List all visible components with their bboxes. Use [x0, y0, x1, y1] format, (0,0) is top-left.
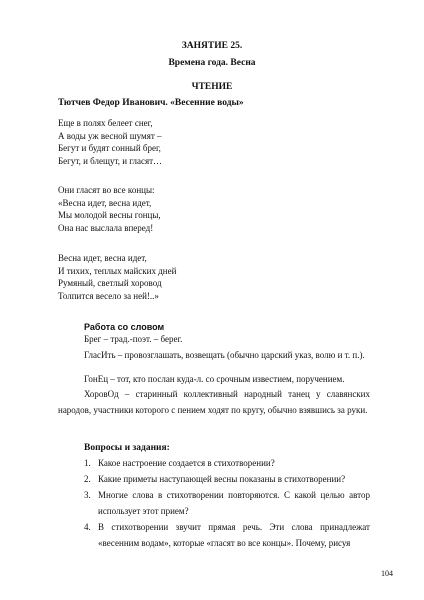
vocabulary-entry: ГонЕц – тот, кто послан куда-л. со срочным известием, поручением. [84, 374, 345, 384]
vocabulary-entry: ГласИть – провозглашать, возвещать (обычно царский указ, волю и т. п.). [84, 350, 365, 360]
question-item [84, 472, 370, 488]
vocabulary-title: Работа со словом [84, 322, 165, 332]
poem-line: Бегут и будят сонный брег, [58, 143, 161, 154]
question-text: Какие приметы наступающей весны показаны в стихотворении? [98, 474, 346, 484]
page-number: 104 [381, 569, 393, 578]
question-text: Какое настроение создается в стихотворении? [98, 458, 275, 468]
poem-line: Бегут, и блещут, и гласят… [58, 155, 163, 166]
question-text: В стихотворении звучит прямая речь. Эти слова принадлежат «весенним водам», которые «гласят во все концы». Почему, рисуя [98, 522, 370, 548]
question-item [84, 456, 370, 472]
poem-line: Толпится весело за ней!..» [58, 290, 159, 301]
poem-line: А воды уж весной шумят – [58, 130, 162, 141]
poem-line: Она нас выслала вперед! [58, 222, 154, 233]
question-number: 4. [84, 522, 91, 532]
lesson-title: ЗАНЯТИЕ 25. [181, 41, 243, 51]
poem-line: Мы молодой весны гонцы, [58, 210, 161, 221]
lesson-topic: Времена года. Весна [168, 58, 256, 68]
vocabulary-entry: ХоровОд – старинный коллективный народный танец у славянских народов, участники которого с пением ходят по кругу, обычно взявшись за руки. [58, 389, 370, 415]
poem-line: Весна идет, весна идет, [58, 253, 147, 263]
poem-line: Еще в полях белеет снег, [58, 118, 153, 128]
poem-line: Они гласят во все концы: [58, 185, 155, 195]
question-item [84, 488, 370, 520]
question-number: 3. [84, 490, 91, 500]
poem-stanza-2 [58, 184, 161, 234]
question-number: 1. [84, 458, 91, 468]
question-item [84, 520, 370, 552]
poem-stanza-3 [58, 252, 176, 302]
section-heading: ЧТЕНИЕ [191, 82, 233, 92]
poem-line: «Весна идет, весна идет, [58, 197, 152, 208]
poem-line: И тихих, теплых майских дней [58, 265, 177, 276]
poem-line: Румяный, светлый хоровод [58, 278, 162, 289]
question-number: 2. [84, 474, 91, 484]
poem-stanza-1 [58, 117, 162, 167]
poem-author-title: Тютчев Федор Иванович. «Весенние воды» [58, 98, 244, 108]
vocabulary-entry: Брег – трад.-поэт. – берег. [84, 334, 183, 344]
questions-title: Вопросы и задания: [84, 443, 170, 453]
question-text: Многие слова в стихотворении повторяются. С какой целью автор использует этот прием? [98, 490, 370, 516]
